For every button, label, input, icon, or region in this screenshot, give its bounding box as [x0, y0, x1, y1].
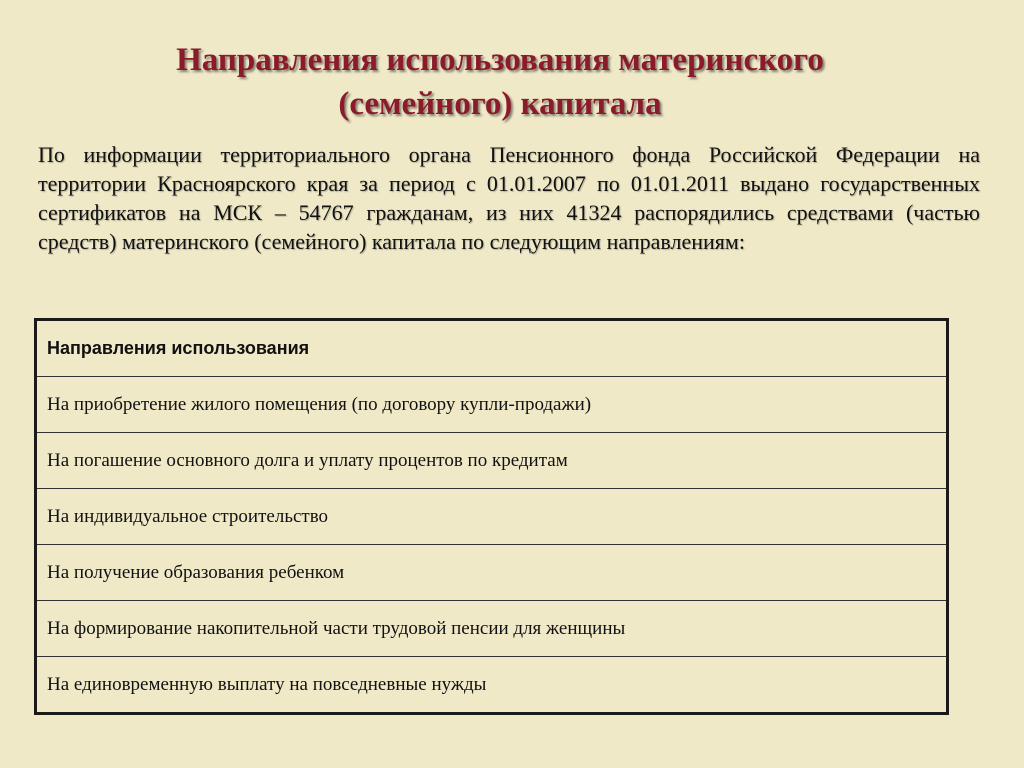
table-row [36, 601, 948, 657]
page-title [0, 38, 1000, 126]
title-line-1: Направления использования материнского [176, 42, 824, 78]
title-line-2: (семейного) капитала [338, 86, 662, 122]
intro-paragraph: По информации территориального органа Пенсионного фонда Российской Федерации на территории Красноярского края за период с 01.01.2007 по 01.01.2011 выдано государственных сертификатов на МСК – 54767 гражданам, из них 41324 распорядились средствами (частью средств) материнского (семейного) капитала по следующим направлениям: [38, 142, 980, 254]
table-row [36, 657, 948, 714]
table-header: Направления использования [47, 338, 310, 358]
table-cell: На получение образования ребенком [36, 545, 948, 601]
table-cell: На формирование накопительной части трудовой пенсии для женщины [36, 601, 948, 657]
table-header-row [36, 320, 948, 377]
table-row [36, 489, 948, 545]
table-cell: На погашение основного долга и уплату процентов по кредитам [36, 433, 948, 489]
table-row [36, 377, 948, 433]
table-row [36, 545, 948, 601]
table-cell: На единовременную выплату на повседневные нужды [36, 657, 948, 714]
table-cell: На индивидуальное строительство [36, 489, 948, 545]
directions-table [34, 318, 949, 715]
table-row [36, 433, 948, 489]
table-cell: На приобретение жилого помещения (по договору купли-продажи) [36, 377, 948, 433]
